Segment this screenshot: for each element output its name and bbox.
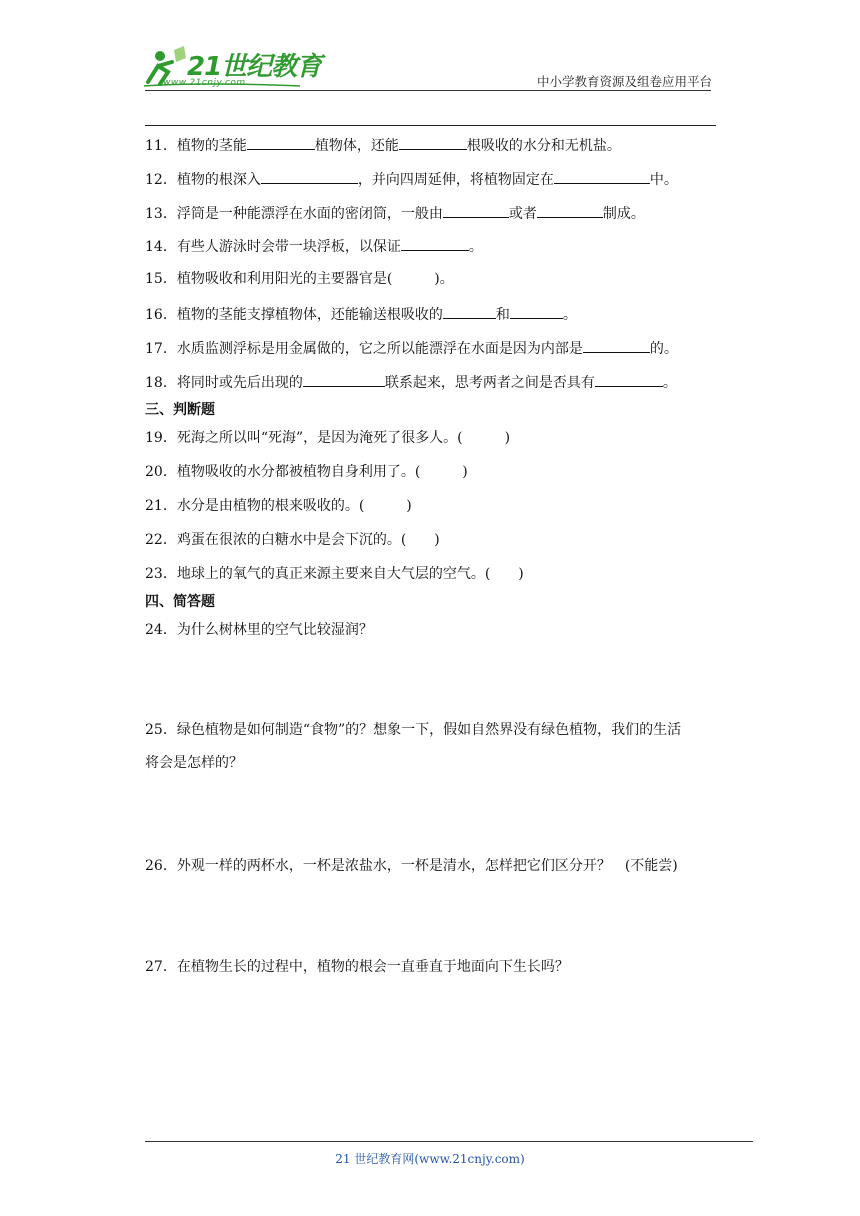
question-text: 的。 (649, 341, 678, 357)
question-text: 绿色植物是如何制造“食物”的？想象一下，假如自然界没有绿色植物，我们的生活 (176, 722, 682, 738)
question-number: 14． (145, 239, 177, 255)
question-25-continued: 将会是怎样的？ (145, 755, 243, 771)
question-12 (145, 168, 678, 190)
question-text: 浮筒是一种能漂浮在水面的密闭筒，一般由 (176, 206, 443, 222)
question-number: 18． (145, 375, 177, 391)
question-text: 植物的茎能 (176, 138, 247, 154)
question-text: 植物体，还能 (314, 138, 399, 154)
answer-blank[interactable] (443, 202, 509, 218)
question-17 (145, 337, 678, 359)
question-number: 16． (145, 307, 177, 323)
question-text: 或者 (508, 206, 537, 222)
question-number: 21． (145, 498, 177, 514)
question-text: 水质监测浮标是用金属做的，它之所以能漂浮在水面是因为内部是 (176, 341, 583, 357)
question-11 (145, 134, 621, 156)
question-number: 22． (145, 532, 177, 548)
question-14 (145, 235, 483, 257)
question-text: 制成。 (602, 206, 645, 222)
question-text: 。 (562, 307, 577, 323)
question-15 (145, 269, 454, 289)
answer-blank[interactable] (554, 168, 650, 184)
question-number: 20． (145, 464, 177, 480)
question-text: 在植物生长的过程中，植物的根会一直垂直于地面向下生长吗？ (176, 959, 569, 975)
answer-blank[interactable] (247, 134, 315, 150)
question-number: 15． (145, 271, 177, 287)
question-number: 26． (145, 858, 177, 874)
question-number: 17． (145, 341, 177, 357)
question-number: 24． (145, 622, 177, 638)
answer-blank[interactable] (303, 371, 385, 387)
section-heading-short-answer: 四、简答题 (145, 594, 215, 610)
header-platform-name: 中小学教育资源及组卷应用平台 (536, 74, 712, 89)
question-13 (145, 202, 645, 224)
answer-blank[interactable] (401, 235, 469, 251)
answer-blank[interactable] (261, 168, 358, 184)
answer-blank[interactable] (443, 303, 496, 319)
question-text: 。 (468, 239, 483, 255)
logo-text: 21世纪教育 (187, 52, 322, 82)
answer-blank[interactable] (399, 134, 467, 150)
question-16 (145, 303, 577, 325)
question-text: 鸡蛋在很浓的白糖水中是会下沉的。( ) (176, 532, 440, 548)
footer-divider (145, 1141, 753, 1142)
question-number: 23． (145, 566, 177, 582)
question-text: 水分是由植物的根来吸收的。( ) (176, 498, 412, 514)
question-19 (145, 428, 510, 448)
question-number: 13． (145, 206, 177, 222)
answer-blank[interactable] (510, 303, 563, 319)
question-27 (145, 957, 569, 977)
content-top-divider (145, 125, 716, 126)
question-number: 12． (145, 172, 177, 188)
question-text: 联系起来，思考两者之间是否具有 (384, 375, 595, 391)
question-text: 植物的根深入 (176, 172, 261, 188)
footer-link[interactable]: 21 世纪教育网(www.21cnjy.com) (335, 1152, 525, 1166)
question-26 (145, 856, 678, 876)
question-number: 25． (145, 722, 177, 738)
question-text: 地球上的氧气的真正来源主要来自大气层的空气。( ) (176, 566, 524, 582)
question-text: 中。 (649, 172, 678, 188)
header-divider (145, 90, 711, 91)
question-24 (145, 620, 373, 640)
answer-blank[interactable] (537, 202, 603, 218)
question-23 (145, 564, 524, 584)
question-text: 死海之所以叫“死海”，是因为淹死了很多人。( ) (176, 430, 511, 446)
question-text: 将同时或先后出现的 (176, 375, 303, 391)
question-21 (145, 496, 412, 516)
answer-blank[interactable] (595, 371, 663, 387)
logo-url: www.21cnjy.com (163, 78, 246, 88)
question-25 (145, 720, 681, 740)
question-text: 植物的茎能支撑植物体，还能输送根吸收的 (176, 307, 443, 323)
section-heading-judgment: 三、判断题 (145, 402, 215, 418)
question-text: 有些人游泳时会带一块浮板，以保证 (176, 239, 401, 255)
question-text: 为什么树林里的空气比较湿润？ (176, 622, 373, 638)
question-text: 。 (662, 375, 677, 391)
answer-blank[interactable] (583, 337, 650, 353)
question-text: 和 (495, 307, 510, 323)
question-22 (145, 530, 440, 550)
question-number: 19． (145, 430, 177, 446)
question-text: 根吸收的水分和无机盐。 (466, 138, 621, 154)
question-number: 27． (145, 959, 177, 975)
question-20 (145, 462, 468, 482)
question-text: ，并向四周延伸，将植物固定在 (357, 172, 554, 188)
question-number: 11． (145, 138, 177, 154)
question-text: 植物吸收和利用阳光的主要器官是( )。 (176, 271, 454, 287)
question-text: 植物吸收的水分都被植物自身利用了。( ) (176, 464, 468, 480)
question-18 (145, 371, 677, 393)
question-text: 外观一样的两杯水，一杯是浓盐水，一杯是清水，怎样把它们区分开？ (不能尝) (176, 858, 678, 874)
